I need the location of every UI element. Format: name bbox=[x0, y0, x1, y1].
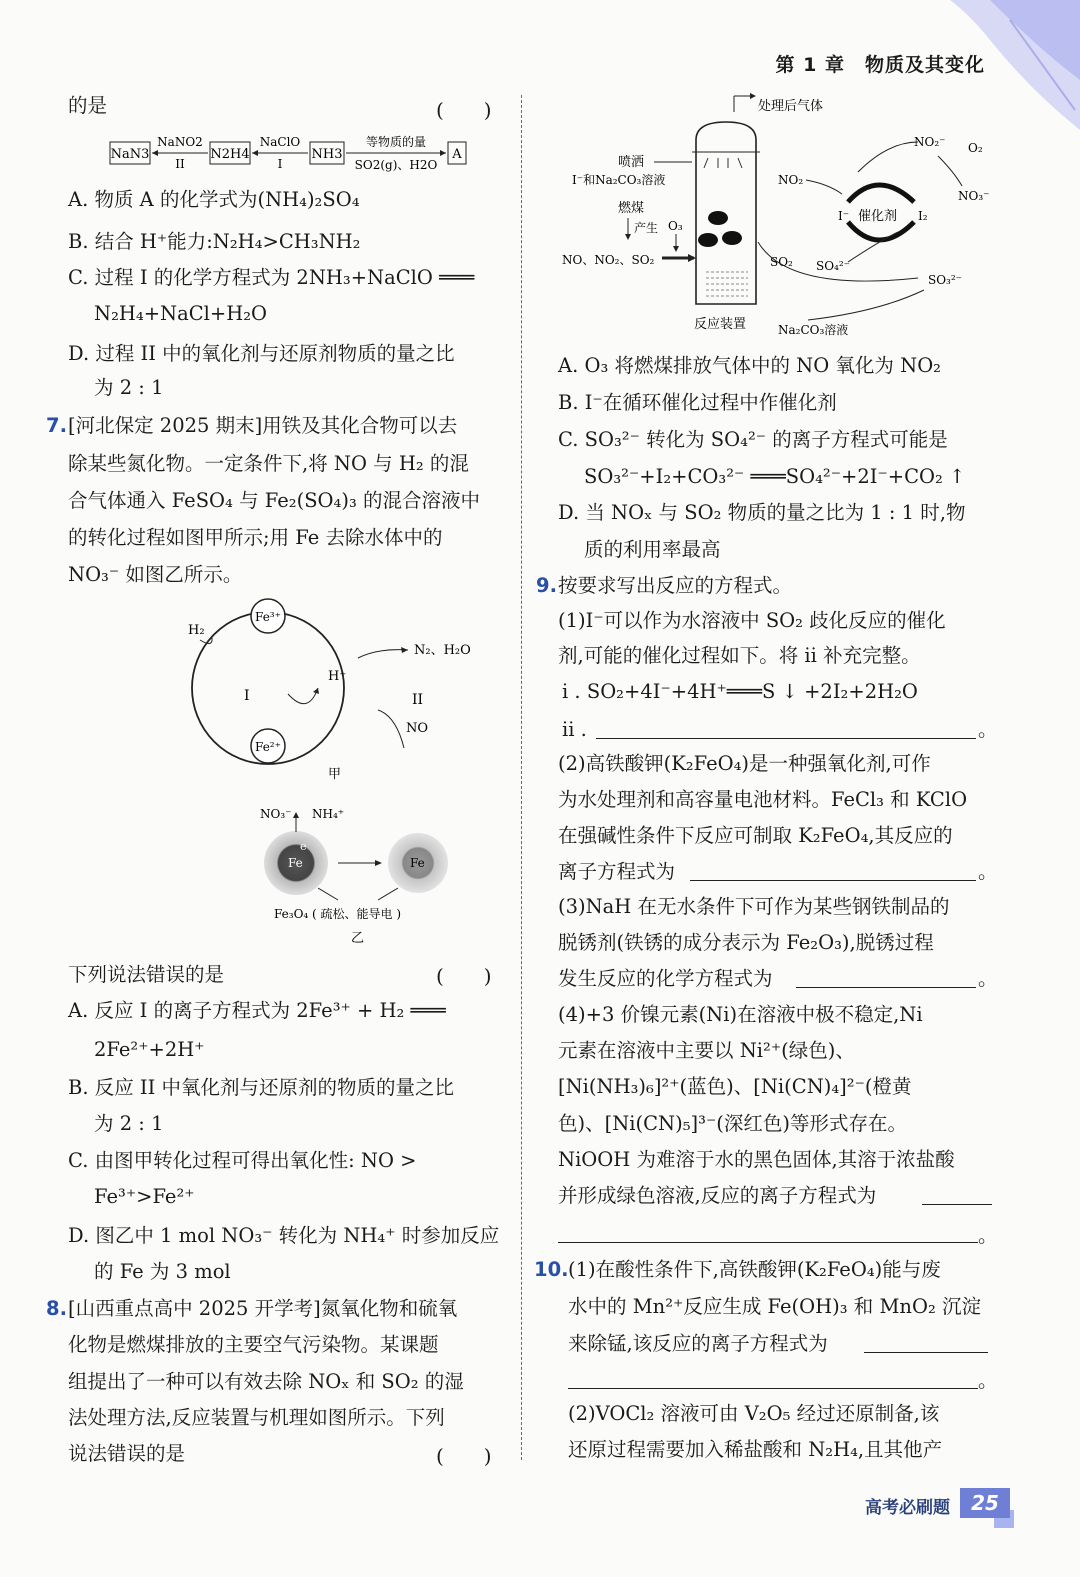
fig-i2: I₂ bbox=[918, 209, 928, 223]
jia-caption: 甲 bbox=[328, 767, 342, 782]
q10-line-2: 水中的 Mn²⁺反应生成 Fe(OH)₃ 和 MnO₂ 沉淀 bbox=[568, 1295, 981, 1318]
q9-line-1: 按要求写出反应的方程式。 bbox=[558, 574, 793, 597]
q6-option-d-cont: 为 2 : 1 bbox=[94, 376, 164, 399]
q6-option-c[interactable]: C. 过程 I 的化学方程式为 2NH₃+NaClO ═══ bbox=[68, 266, 475, 289]
q9-period-1: 。 bbox=[978, 718, 998, 741]
book-title: 高考必刷题 bbox=[865, 1498, 950, 1518]
jia-h2: H₂ bbox=[188, 623, 205, 638]
q9-3-blank[interactable] bbox=[796, 967, 976, 988]
q9-4-blank-b[interactable] bbox=[558, 1222, 978, 1243]
yi-nh4: NH₄⁺ bbox=[312, 807, 345, 821]
q9-line-11: 脱锈剂(铁锈的成分表示为 Fe₂O₃),脱锈过程 bbox=[558, 931, 934, 954]
flow-n2h4: N2H4 bbox=[210, 147, 250, 162]
q7-number: 7. bbox=[46, 414, 67, 437]
chapter-header: 第 1 章 物质及其变化 bbox=[775, 54, 985, 76]
q10-line-3: 来除锰,该反应的离子方程式为 bbox=[568, 1332, 828, 1355]
flow-so2-h2o: SO2(g)、H2O bbox=[354, 158, 438, 172]
q9-line-17: NiOOH 为难溶于水的黑色固体,其溶于浓盐酸 bbox=[558, 1148, 955, 1171]
fig-no3-minus: NO₃⁻ bbox=[958, 189, 990, 203]
fig-catalyst: 催化剂 bbox=[858, 209, 898, 224]
q8-option-b[interactable]: B. I⁻在循环催化过程中作催化剂 bbox=[558, 391, 837, 414]
q9-4-blank-a[interactable] bbox=[922, 1184, 992, 1205]
jia-hplus: H⁺ bbox=[328, 669, 347, 684]
jia-fe2: Fe²⁺ bbox=[255, 740, 281, 754]
fig-inlet-gases: NO、NO₂、SO₂ bbox=[562, 253, 655, 267]
q9-line-2: (1)I⁻可以作为水溶液中 SO₂ 歧化反应的催化 bbox=[558, 609, 946, 632]
fig-produce: 产生 bbox=[634, 221, 659, 235]
flow-nh3: NH3 bbox=[311, 147, 343, 162]
fig-so4: SO₄²⁻ bbox=[816, 259, 851, 273]
q10-period: 。 bbox=[978, 1369, 998, 1392]
fig-no2-minus: NO₂⁻ bbox=[914, 135, 946, 149]
q7-option-c-cont: Fe³⁺>Fe²⁺ bbox=[94, 1185, 195, 1208]
q6-tail: 的是 bbox=[68, 94, 108, 117]
q9-line-8: 在强碱性条件下反应可制取 K₂FeO₄,其反应的 bbox=[558, 824, 953, 847]
flow-nano2: NaNO2 bbox=[157, 135, 203, 149]
q9-line-6: (2)高铁酸钾(K₂FeO₄)是一种强氧化剂,可作 bbox=[558, 752, 931, 775]
q9-line-7: 为水处理剂和高容量电池材料。FeCl₃ 和 KClO bbox=[558, 788, 968, 811]
fig-device-label: 反应装置 bbox=[694, 317, 747, 332]
q8-option-d-cont: 质的利用率最高 bbox=[584, 538, 721, 561]
q9-step-i: i . SO₂+4I⁻+4H⁺═══S ↓ +2I₂+2H₂O bbox=[562, 680, 918, 703]
jia-label-i: I bbox=[244, 688, 250, 704]
fig-o3: O₃ bbox=[668, 219, 683, 233]
q8-line-3: 组提出了一种可以有效去除 NOₓ 和 SO₂ 的湿 bbox=[68, 1370, 464, 1393]
yi-caption: 乙 bbox=[351, 931, 365, 946]
q7-option-a-cont: 2Fe²⁺+2H⁺ bbox=[94, 1038, 205, 1061]
yi-fe3o4: Fe₃O₄ ( 疏松、能导电 ) bbox=[274, 907, 402, 921]
fig-o2: O₂ bbox=[968, 141, 983, 155]
yi-electron: e bbox=[300, 840, 307, 853]
q10-1-blank-b[interactable] bbox=[568, 1368, 978, 1389]
q9-line-16: 色)、[Ni(CN)₅]³⁻(深红色)等形式存在。 bbox=[558, 1112, 907, 1135]
q7-line-4: 的转化过程如图甲所示;用 Fe 去除水体中的 bbox=[68, 526, 443, 549]
jia-label-ii: II bbox=[412, 692, 424, 708]
q7-option-b[interactable]: B. 反应 II 中氧化剂与还原剂的物质的量之比 bbox=[68, 1076, 455, 1099]
fig-coal: 燃煤 bbox=[618, 201, 645, 216]
flow-nan3: NaN3 bbox=[110, 147, 150, 162]
q7-line-5: NO₃⁻ 如图乙所示。 bbox=[68, 563, 243, 586]
jia-n2-h2o: N₂、H₂O bbox=[414, 643, 471, 658]
fig-spray-solution: I⁻和Na₂CO₃溶液 bbox=[572, 173, 666, 187]
q7-option-d[interactable]: D. 图乙中 1 mol NO₃⁻ 转化为 NH₄⁺ 时参加反应 bbox=[68, 1224, 500, 1247]
answer-paren-q8: ( ) bbox=[436, 1444, 492, 1468]
q9-line-12: 发生反应的化学方程式为 bbox=[558, 967, 773, 990]
q6-option-b[interactable]: B. 结合 H⁺能力:N₂H₄>CH₃NH₂ bbox=[68, 230, 361, 253]
yi-fe-right: Fe bbox=[410, 856, 425, 870]
answer-paren-q6: ( ) bbox=[436, 98, 492, 122]
q8-option-d[interactable]: D. 当 NOₓ 与 SO₂ 物质的量之比为 1 : 1 时,物 bbox=[558, 501, 966, 524]
flow-naclo: NaClO bbox=[259, 135, 301, 149]
fig-na2co3: Na₂CO₃溶液 bbox=[778, 323, 849, 337]
fig-i-minus: I⁻ bbox=[838, 209, 850, 223]
q9-line-18: 并形成绿色溶液,反应的离子方程式为 bbox=[558, 1184, 877, 1207]
q9-line-14: 元素在溶液中主要以 Ni²⁺(绿色)、 bbox=[558, 1039, 855, 1062]
q7-option-b-cont: 为 2 : 1 bbox=[94, 1112, 164, 1135]
q7-option-c[interactable]: C. 由图甲转化过程可得出氧化性: NO > bbox=[68, 1149, 417, 1172]
reaction-flow-diagram bbox=[108, 128, 508, 180]
q8-line-2: 化物是燃煤排放的主要空气污染物。某课题 bbox=[68, 1333, 439, 1356]
q9-2-blank[interactable] bbox=[690, 860, 976, 881]
q8-line-1: [山西重点高中 2025 开学考]氮氧化物和硫氧 bbox=[68, 1297, 458, 1320]
flow-a: A bbox=[452, 147, 462, 162]
q9-step-ii-blank[interactable] bbox=[596, 718, 976, 739]
q10-line-5: 还原过程需要加入稀盐酸和 N₂H₄,且其他产 bbox=[568, 1438, 943, 1461]
figure-jia bbox=[168, 598, 488, 788]
q10-line-1: (1)在酸性条件下,高铁酸钾(K₂FeO₄)能与废 bbox=[568, 1258, 941, 1281]
q9-line-3: 剂,可能的催化过程如下。将 ii 补充完整。 bbox=[558, 644, 921, 667]
q7-line-3: 合气体通入 FeSO₄ 与 Fe₂(SO₄)₃ 的混合溶液中 bbox=[68, 489, 480, 512]
q7-line-2: 除某些氮化物。一定条件下,将 NO 与 H₂ 的混 bbox=[68, 452, 469, 475]
q9-line-15: [Ni(NH₃)₆]²⁺(蓝色)、[Ni(CN)₄]²⁻(橙黄 bbox=[558, 1075, 912, 1098]
flow-equal-amount: 等物质的量 bbox=[365, 135, 427, 149]
reaction-apparatus-figure bbox=[558, 92, 998, 342]
q9-period-2: 。 bbox=[978, 860, 998, 883]
q8-line-4: 法处理方法,反应装置与机理如图所示。下列 bbox=[68, 1406, 445, 1429]
yi-no3: NO₃⁻ bbox=[260, 807, 292, 821]
page-number: 25 bbox=[960, 1488, 1010, 1518]
q7-line-1: [河北保定 2025 期末]用铁及其化合物可以去 bbox=[68, 414, 458, 437]
flow-i: I bbox=[277, 157, 283, 171]
q10-line-4: (2)VOCl₂ 溶液可由 V₂O₅ 经过还原制备,该 bbox=[568, 1402, 940, 1425]
flow-ii: II bbox=[175, 157, 185, 171]
q8-line-5: 说法错误的是 bbox=[68, 1442, 186, 1465]
jia-fe3: Fe³⁺ bbox=[255, 610, 281, 624]
figure-yi bbox=[188, 800, 518, 950]
yi-fe-left: Fe bbox=[288, 856, 303, 870]
q10-1-blank-a[interactable] bbox=[864, 1332, 988, 1353]
q7-option-a[interactable]: A. 反应 I 的离子方程式为 2Fe³⁺ + H₂ ═══ bbox=[68, 999, 446, 1022]
q10-number: 10. bbox=[534, 1258, 569, 1281]
q8-option-c[interactable]: C. SO₃²⁻ 转化为 SO₄²⁻ 的离子方程式可能是 bbox=[558, 428, 948, 451]
q8-number: 8. bbox=[46, 1297, 67, 1320]
q9-period-3: 。 bbox=[978, 967, 998, 990]
q9-number: 9. bbox=[536, 574, 557, 597]
q9-line-10: (3)NaH 在无水条件下可作为某些钢铁制品的 bbox=[558, 895, 950, 918]
q8-option-c-cont: SO₃²⁻+I₂+CO₃²⁻ ═══SO₄²⁻+2I⁻+CO₂ ↑ bbox=[584, 465, 966, 488]
q7-ask: 下列说法错误的是 bbox=[68, 963, 225, 986]
q9-period-4: 。 bbox=[978, 1224, 998, 1247]
fig-no2: NO₂ bbox=[778, 173, 804, 187]
q9-line-13: (4)+3 价镍元素(Ni)在溶液中极不稳定,Ni bbox=[558, 1003, 923, 1026]
column-divider bbox=[521, 95, 522, 1460]
q6-option-a[interactable]: A. 物质 A 的化学式为(NH₄)₂SO₄ bbox=[68, 188, 360, 211]
fig-so2: SO₂ bbox=[770, 255, 793, 269]
q9-step-ii-label: ii . bbox=[562, 718, 587, 741]
fig-gas-out: 处理后气体 bbox=[758, 99, 824, 114]
q7-option-d-cont: 的 Fe 为 3 mol bbox=[94, 1260, 231, 1283]
answer-paren-q7: ( ) bbox=[436, 964, 492, 988]
fig-spray: 喷洒 bbox=[618, 155, 645, 170]
q6-option-c-cont: N₂H₄+NaCl+H₂O bbox=[94, 302, 268, 325]
q8-option-a[interactable]: A. O₃ 将燃煤排放气体中的 NO 氧化为 NO₂ bbox=[558, 354, 941, 377]
q9-line-9: 离子方程式为 bbox=[558, 860, 676, 883]
fig-so3: SO₃²⁻ bbox=[928, 273, 963, 287]
jia-no: NO bbox=[406, 721, 429, 736]
q6-option-d[interactable]: D. 过程 II 中的氧化剂与还原剂物质的量之比 bbox=[68, 342, 455, 365]
